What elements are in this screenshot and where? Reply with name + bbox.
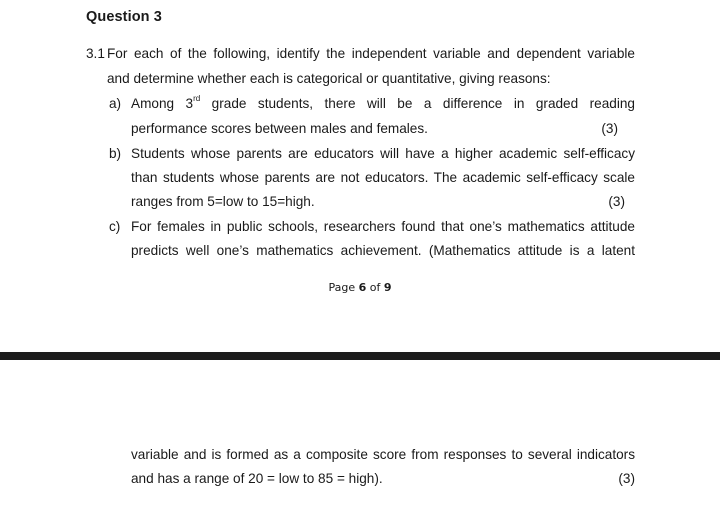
footer-total-pages: 9 [383, 281, 392, 294]
item-a-line-1 [131, 95, 635, 112]
item-c-label: c) [109, 219, 121, 234]
item-a-text-post: grade students, there will be a difference in graded reading [200, 96, 635, 111]
item-c-line-1: For females in public schools, researchers found that one’s mathematics attitude [131, 219, 635, 234]
item-c-line-3: variable and is formed as a composite score from responses to several indicators [131, 447, 635, 462]
item-b-marks: (3) [608, 194, 625, 209]
item-a-marks: (3) [601, 121, 618, 136]
item-a-line-2: performance scores between males and females. [131, 121, 428, 136]
item-c-line-4: and has a range of 20 = low to 85 = high). [131, 471, 383, 486]
item-b-label: b) [109, 146, 122, 161]
page-footer [0, 281, 720, 294]
item-a-text-pre: Among 3 [131, 96, 194, 111]
footer-prefix: Page [328, 281, 359, 294]
question-title: Question 3 [86, 9, 162, 25]
question-number: 3.1 [86, 46, 105, 61]
item-c-line-2: predicts well one’s mathematics achievement. (Mathematics attitude is a latent [131, 243, 635, 258]
item-a-superscript: rd [193, 94, 201, 104]
question-intro-line-2: and determine whether each is categorical or quantitative, giving reasons: [107, 71, 551, 86]
item-b-line-1: Students whose parents are educators will have a higher academic self-efficacy [131, 146, 635, 161]
page-break-divider [0, 352, 720, 360]
footer-middle: of [366, 281, 384, 294]
item-b-line-3: ranges from 5=low to 15=high. [131, 194, 315, 209]
footer-current-page: 6 [358, 281, 367, 294]
item-b-line-2: than students whose parents are not educators. The academic self-efficacy scale [131, 170, 635, 185]
question-intro-line-1: For each of the following, identify the independent variable and dependent variable [107, 46, 635, 61]
item-a-label: a) [109, 96, 122, 111]
item-c-marks: (3) [618, 471, 635, 486]
